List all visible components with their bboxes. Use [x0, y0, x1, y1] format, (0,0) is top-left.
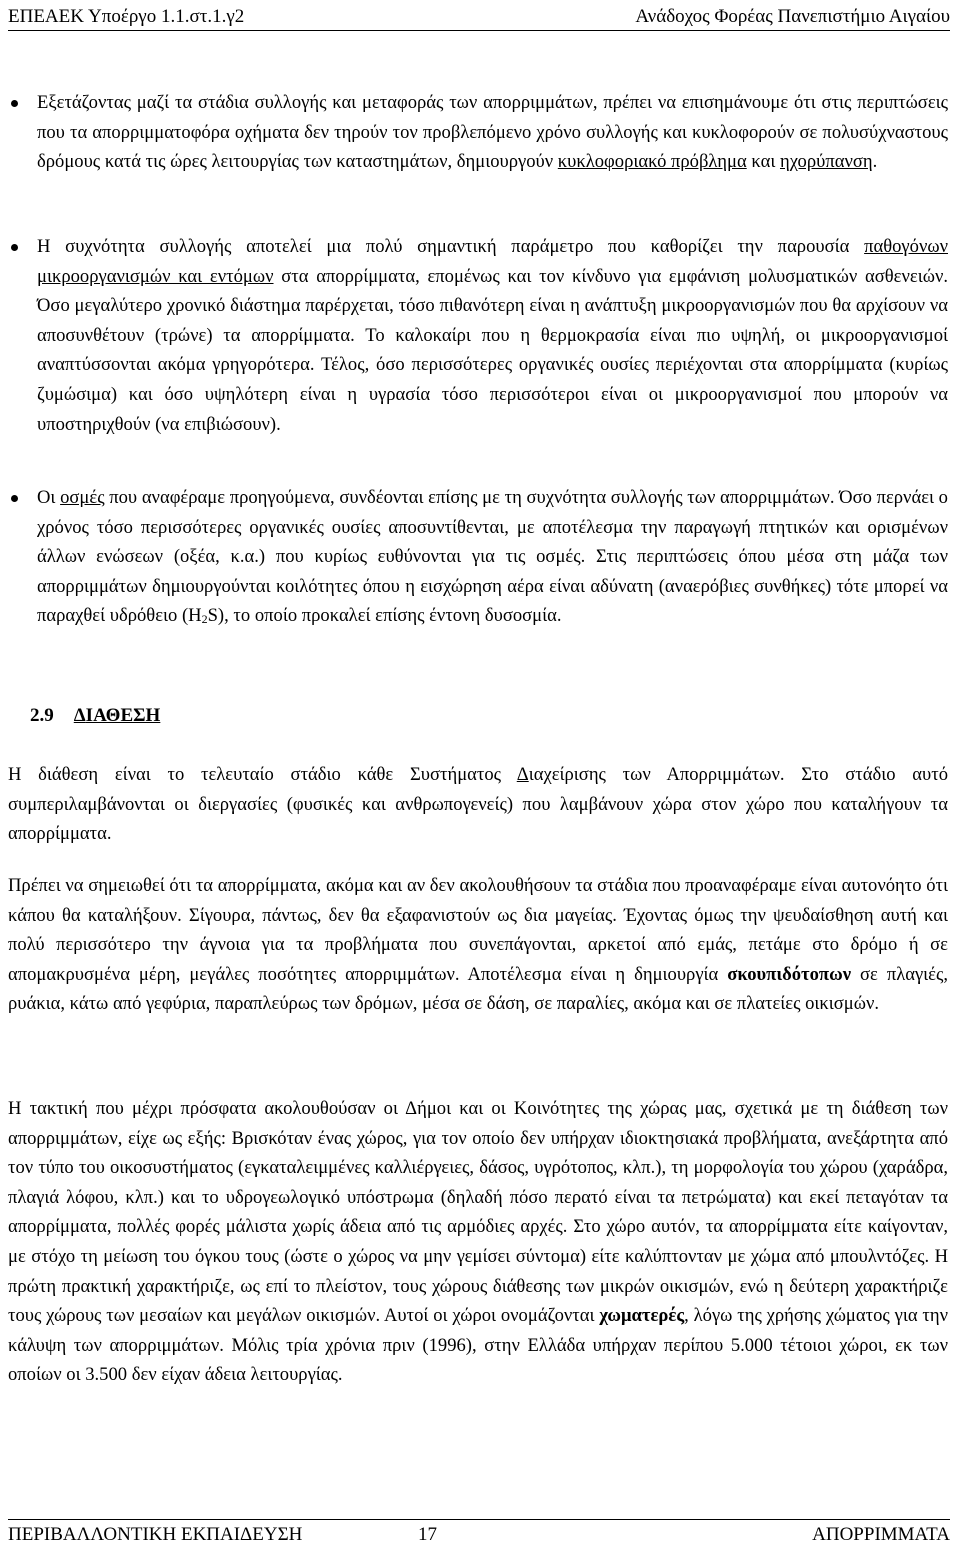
page-number: 17: [418, 1524, 437, 1545]
text-run: Οι: [37, 487, 61, 508]
underlined-term: παθογόνων μικροοργανισμών και εντόμων: [37, 236, 948, 287]
bold-term: χωματερές: [599, 1305, 685, 1327]
text-run: και: [746, 151, 780, 173]
paragraph: [8, 1094, 948, 1390]
text-run: σε πλαγιές, ρυάκια, κάτω από γεφύρια, παραπλεύρως των δρόμων, μέσα σε δάση, σε παραλίες, ακόμα και σε πλατείες οικισμών.: [8, 963, 948, 1015]
bullet-text: [37, 232, 948, 439]
section-number: 2.9: [30, 705, 54, 726]
text-run: ιαχείρισης των Απορριμμάτων. Στο στάδιο αυτό συμπεριλαμβάνονται οι διεργασίες (φυσικές και ανθρωπογενείς) που λαμβάνουν χώρα στον χώρο που καταλήγουν τα απορρίμματα.: [8, 764, 948, 845]
text-run: Η συχνότητα συλλογής αποτελεί μια πολύ σημαντική παράμετρο που καθορίζει την παρουσία: [37, 236, 865, 257]
header-left-text: ΕΠΕΑΕΚ Υποέργο 1.1.στ.1.γ2: [8, 6, 245, 27]
footer-right-text: ΑΠΟΡΡΙΜΜΑΤΑ: [812, 1524, 950, 1545]
paragraph-text: [8, 760, 948, 849]
text-run: , λόγω της χρήσης χώματος για την κάλυψη των απορριμμάτων. Μόλις τρία χρόνια πριν (1996), στην Ελλάδα υπήρχαν περίπου 5.000 τέτοιοι χώροι, εκ των οποίων οι 3.500 δεν είχαν άδεια λειτουργίας.: [8, 1305, 949, 1386]
section-title-initial: Δ: [73, 705, 86, 726]
text-run: στα απορρίμματα, επομένως και τον κίνδυνο για εμφάνιση μολυσματικών ασθενειών. Όσο μεγαλύτερο χρονικό διάστημα παρέρχεται, τόσο πιθανότερη είναι η ανάπτυξη μικροοργανισμών που θα αρχίσουν να αποσυνθέτουν (τρώνε) τα απορρίμματα. Το καλοκαίρι που η θερμοκρασία είναι πιο υψηλή, οι μικροοργανισμοί αναπτύσσονται ακόμα γρηγορότερα. Τέλος, όσο περισσότερες οργανικές ουσίες περιέχονται στα απορρίμματα (κυρίως ζυμώσιμα) και όσο υψηλότερη είναι η υγρασία τόσο περισσότεροι είναι οι μικροοργανισμοί που μπορούν να υποστηριχθούν (να επιβιώσουν).: [37, 265, 948, 435]
paragraph-text: [8, 1094, 948, 1390]
page-footer: [8, 1519, 950, 1546]
bullet-item: [8, 232, 948, 439]
subscript: 2: [201, 612, 208, 627]
bullet-item: [8, 483, 948, 635]
bold-term: σκουπιδότοπων: [727, 963, 851, 985]
text-run: Πρέπει να σημειωθεί ότι τα απορρίμματα, ακόμα και αν δεν ακολουθήσουν τα στάδια που προαναφέραμε είναι αυτονόητο ότι κάπου θα καταλήξουν. Σίγουρα, πάντως, δεν θα εξαφανιστούν ως δια μαγείας. Έχοντας όμως την ψευδαίσθηση αυτή και πολύ περισσότερο την άγνοια για τα προβλήματα που συνεπάγονται, αρκετοί από εμάς, πετάμε στο δρόμο ή σε απομακρυσμένα μέρη, μεγάλες ποσότητες απορριμμάτων. Αποτέλεσμα είναι η δημιουργία: [8, 875, 948, 985]
text-run: Η διάθεση είναι το τελευταίο στάδιο κάθε Συστήματος: [8, 764, 517, 785]
text-run: Η τακτική που μέχρι πρόσφατα ακολουθούσαν οι Δήμοι και οι Κοινότητες της χώρας μας, σχετικά με τη διάθεση των απορριμμάτων, είχε ως εξής: Βρισκόταν ένας χώρος, για τον οποίο δεν υπήρχαν ιδιοκτησιακά προβλήματα, ανεξάρτητα από τον τύπο του οικοσυστήματος (εγκαταλειμμένες καλλιέργειες, δάσος, υγρότοπος, κλπ.), τη μορφολογία του χώρου (χαράδρα, πλαγιά λόφου, κλπ.) και το υδρογεωλογικό υπόστρωμα (δηλαδή πόσο περατό είναι τα πετρώματα) και εκεί πεταγόταν τα απορρίμματα, πολλές φορές μάλιστα χωρίς άδεια από τις αρμόδιες αρχές. Στο χώρο αυτόν, τα απορρίμματα είτε καίγονταν, με στόχο τη μείωση του όγκου τους (ώστε ο χώρος να μην γεμίσει σύντομα) είτε καλύπτονταν με χώμα από μπουλντόζες. Η πρώτη πρακτική χαρακτήριζε, ως επί το πλείστον, τους χώρους διάθεσης των μικρών οικισμών, ενώ η δεύτερη χαρακτήριζε τους χώρους των μεσαίων και μεγάλων οικισμών. Αυτοί οι χώροι ονομάζονται: [8, 1098, 948, 1327]
underlined-term: ηχορύπανση: [779, 151, 873, 173]
bullet-dot-icon: [11, 495, 18, 502]
bullet-dot-icon: [11, 100, 18, 107]
text-run: Εξετάζοντας μαζί τα στάδια συλλογής και μεταφοράς των απορριμμάτων, πρέπει να επισημάνουμε ότι στις περιπτώσεις που τα απορριμματοφόρα οχήματα δεν τηρούν τον προβλεπόμενο χρόνο συλλογής και κυκλοφορούν σε πολυσύχναστους δρόμους κατά τις ώρες λειτουργίας των καταστημάτων, δημιουργούν: [37, 92, 948, 173]
underlined-term: κυκλοφοριακό πρόβλημα: [557, 151, 747, 173]
underlined-term: Δ: [516, 764, 529, 785]
text-run: που αναφέραμε προηγούμενα, συνδέονται επίσης με τη συχνότητα συλλογής των απορριμμάτων. Όσο περνάει ο χρόνος τόσο περισσότερες οργανικές ουσίες αποσυντίθενται, με αποτέλεσμα την παραγωγή πτητικών και ορισμένων άλλων ενώσεων (οξέα, κ.α.) που κυρίως ευθύνονται για τις οσμές. Στις περιπτώσεις όπου μέσα στη μάζα των απορριμμάτων δημιουργούνται κοιλότητες όπου η εισχώρηση αέρα είναι αδύνατη (αναερόβιες συνθήκες) τότε μπορεί να παραχθεί υδρόθειο (H: [37, 487, 948, 627]
bullet-item: [8, 88, 948, 177]
section-title: ΙΑΘΕΣΗ: [85, 705, 161, 726]
bullet-text: [37, 483, 948, 635]
bullet-dot-icon: [11, 244, 18, 251]
paragraph-text: [8, 871, 948, 1019]
section-heading: [30, 705, 160, 727]
footer-left-text: ΠΕΡΙΒΑΛΛΟΝΤΙΚΗ ΕΚΠΑΙΔΕΥΣΗ: [8, 1524, 303, 1545]
header-right-text: Ανάδοχος Φορέας Πανεπιστήμιο Αιγαίου: [635, 6, 950, 27]
text-run: S), το οποίο προκαλεί επίσης έντονη δυσοσμία.: [207, 605, 562, 627]
paragraph: [8, 760, 948, 849]
paragraph: [8, 871, 948, 1019]
page-header: [8, 4, 950, 31]
bullet-text: [37, 88, 948, 177]
underlined-term: οσμές: [60, 487, 105, 508]
text-run: .: [872, 151, 878, 173]
